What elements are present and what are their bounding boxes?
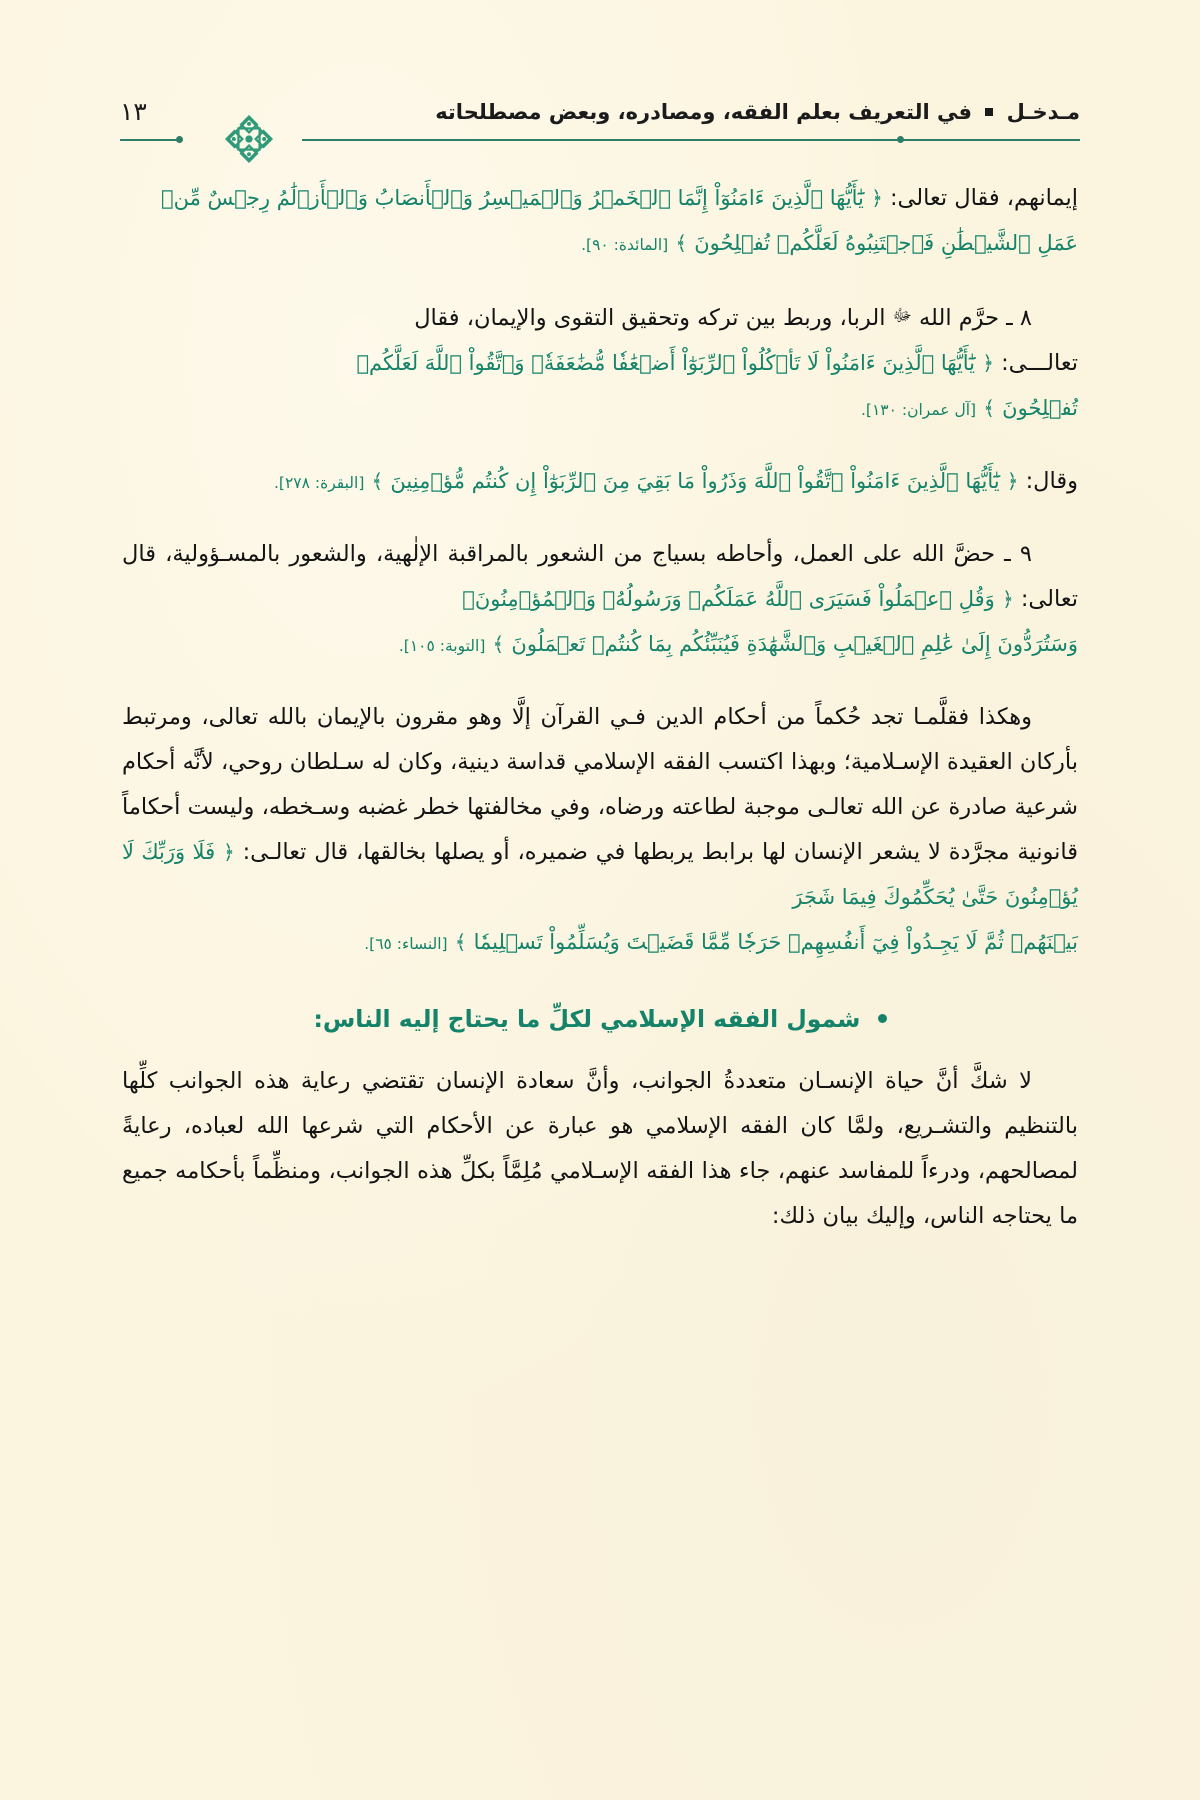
quran-text-maidah-line1: يَٰٓأَيُّهَا ٱلَّذِينَ ءَامَنُوٓاْ إِنَّمَا ٱلۡخَمۡرُ وَٱلۡمَيۡسِرُ وَٱلۡأَنصَابُ وَٱلۡأَزۡلَٰمُ رِجۡسٌ مِّنۡ: [161, 186, 864, 210]
page-number: ١٣: [120, 97, 147, 126]
citation-aal-imran: [آل عمران: ١٣٠].: [860, 401, 977, 419]
quran-open-bracket-icon-5: ﴿: [223, 840, 235, 864]
citation-maidah: [المائدة: ٩٠].: [581, 236, 669, 254]
quran-close-bracket-icon-3: ﴾: [371, 469, 384, 493]
arabesque-ornament-icon: [216, 106, 282, 172]
citation-nisa: [النساء: ٦٥].: [364, 935, 448, 953]
paragraph-3-lead: وقال:: [1025, 468, 1078, 494]
paragraph-4-line-1: [122, 532, 1078, 622]
honorific-jalla-jalaluhu-icon: ﷻ: [892, 306, 912, 326]
paragraph-2-line-1: [122, 294, 1078, 341]
header-bullet-icon: [985, 108, 993, 116]
header-rule-dot-right: [897, 136, 904, 143]
quran-text-imran-line1: يَٰٓأَيُّهَا ٱلَّذِينَ ءَامَنُواْ لَا تَأۡكُلُواْ ٱلرِّبَوٰٓاْ أَضۡعَٰفٗا مُّضَٰعَفَةٗۖ وَٱتَّقُواْ ٱللَّهَ لَعَلَّكُمۡ: [356, 351, 976, 375]
paragraph-1-line-2: [122, 221, 1078, 268]
header-title-text: في التعريف بعلم الفقه، ومصادره، وبعض مصطلحاته: [435, 100, 972, 124]
paragraph-block-3: [122, 459, 1078, 506]
paragraph-block-4: [122, 532, 1078, 669]
quran-close-bracket-icon-2: ﴾: [983, 396, 995, 420]
quran-text-imran-line2: تُفۡلِحُونَ: [1002, 396, 1078, 420]
quran-close-bracket-icon-4: ﴾: [492, 632, 505, 656]
quran-text-nisa-line1: فَلَا وَرَبِّكَ لَا يُؤۡمِنُونَ حَتَّىٰ يُحَكِّمُوكَ فِيمَا شَجَرَ: [122, 840, 1078, 909]
paragraph-2-line-3: [122, 386, 1078, 433]
paragraph-1-lead: إيمانهم، فقال تعالى:: [889, 185, 1078, 211]
paragraph-2-lead2: تعالـــى:: [1001, 350, 1078, 376]
paragraph-2-text-before: حرَّم الله: [918, 305, 999, 331]
quran-open-bracket-icon: ﴿: [871, 186, 883, 210]
paragraph-block-5: [122, 695, 1078, 967]
header-title: [427, 100, 1080, 126]
paragraph-block-6: [122, 1059, 1078, 1239]
paragraph-4-line-2: [122, 622, 1078, 669]
paragraph-2-line-2: [122, 341, 1078, 386]
quran-text-nisa-line2: بَيۡنَهُمۡ ثُمَّ لَا يَجِـدُواْ فِيٓ أَنفُسِهِمۡ حَرَجٗا مِّمَّا قَضَيۡتَ وَيُسَلِّمُواْ تَسۡلِيمٗا: [473, 930, 1078, 954]
section-heading: [122, 997, 1078, 1041]
paragraph-block-1: [122, 176, 1078, 268]
header-rule: [120, 130, 1080, 150]
quran-open-bracket-icon-3: ﴿: [1006, 469, 1019, 493]
paragraph-1-line-1: [122, 176, 1078, 221]
paragraph-3-line-1: [122, 459, 1078, 506]
section-bullet-icon: [878, 1014, 887, 1023]
header-rule-left: [120, 139, 182, 141]
paragraph-4-text: حضَّ الله على العمل، وأحاطه بسياج من الشعور بالمراقبة الإلٰهية، والشعور بالمسـؤولية، قال تعالى:: [122, 541, 1078, 612]
citation-baqarah: [البقرة: ٢٧٨].: [273, 474, 365, 492]
header-title-prefix: مـدخـل: [1006, 100, 1080, 124]
paragraph-6: لا شكَّ أنَّ حياة الإنسـان متعددةُ الجوانب، وأنَّ سعادة الإنسان تقتضي رعاية هذه الجوانب كلِّها بالتنظيم والتشـريع، ولمَّا كان الفقه الإسلامي هو عبارة عن الأحكام التي شرعها الله لعباده، رعايةً لمصالحهم، ودرءاً للمفاسد عنهم، جاء هذا الفقه الإسـلامي مُلِمَّاً بكلِّ هذه الجوانب، ومنظِّماً بأحكامه جميع ما يحتاجه الناس، وإليك بيان ذلك:: [122, 1068, 1078, 1229]
paragraph-5-line-2: [122, 920, 1078, 967]
item-number-8: ٨ ـ: [1006, 305, 1032, 331]
page-header: [120, 86, 1080, 148]
quran-close-bracket-icon-5: ﴾: [454, 930, 467, 954]
section-heading-text: شمول الفقه الإسلامي لكلِّ ما يحتاج إليه الناس:: [313, 1005, 861, 1033]
item-number-9: ٩ ـ: [1004, 541, 1032, 567]
paragraph-5-text: [122, 695, 1078, 920]
citation-tawbah: [التوبة: ١٠٥].: [398, 637, 486, 655]
quran-close-bracket-icon: ﴾: [675, 231, 688, 255]
paragraph-5-body: وهكذا فقلَّمـا تجد حُكماً من أحكام الدين فـي القرآن إلَّا وهو مقرون بالإيمان بالله تعالى، ومرتبط بأركان العقيدة الإسـلامية؛ وبهذا اكتسب الفقه الإسلامي قداسة دينية، وكان له سـلطان روحي، لأنَّه أحكام شرعية صادرة عن الله تعالـى موجبة لطاعته ورضاه، وفي مخالفتها خطر غضبه وسـخطه، وليست أحكاماً قانونية مجرَّدة لا يشعر الإنسان لها برابط يربطها في ضميره، أو يصلها بخالقها، قال تعالـى:: [122, 704, 1078, 865]
quran-text-tawbah-line2: وَسَتُرَدُّونَ إِلَىٰ عَٰلِمِ ٱلۡغَيۡبِ وَٱلشَّهَٰدَةِ فَيُنَبِّئُكُم بِمَا كُنتُمۡ تَعۡمَلُونَ: [511, 632, 1078, 656]
page-content: [122, 176, 1078, 1265]
quran-text-maidah-line2: عَمَلِ ٱلشَّيۡطَٰنِ فَٱجۡتَنِبُوهُ لَعَلَّكُمۡ تُفۡلِحُونَ: [694, 231, 1078, 255]
paragraph-block-2: [122, 294, 1078, 433]
header-rule-right: [302, 139, 1080, 141]
quran-text-baqarah: يَٰٓأَيُّهَا ٱلَّذِينَ ءَامَنُواْ ٱتَّقُواْ ٱللَّهَ وَذَرُواْ مَا بَقِيَ مِنَ ٱلرِّبَوٰٓاْ إِن كُنتُم مُّؤۡمِنِينَ: [390, 469, 1000, 493]
quran-text-tawbah-line1: وَقُلِ ٱعۡمَلُواْ فَسَيَرَى ٱللَّهُ عَمَلَكُمۡ وَرَسُولُهُۥ وَٱلۡمُؤۡمِنُونَۖ: [462, 587, 995, 611]
paragraph-2-text-after: الربا، وربط بين تركه وتحقيق التقوى والإيمان، فقال: [414, 305, 886, 331]
quran-open-bracket-icon-2: ﴿: [982, 351, 994, 375]
header-rule-dot-left: [176, 136, 183, 143]
quran-open-bracket-icon-4: ﴿: [1001, 587, 1014, 611]
